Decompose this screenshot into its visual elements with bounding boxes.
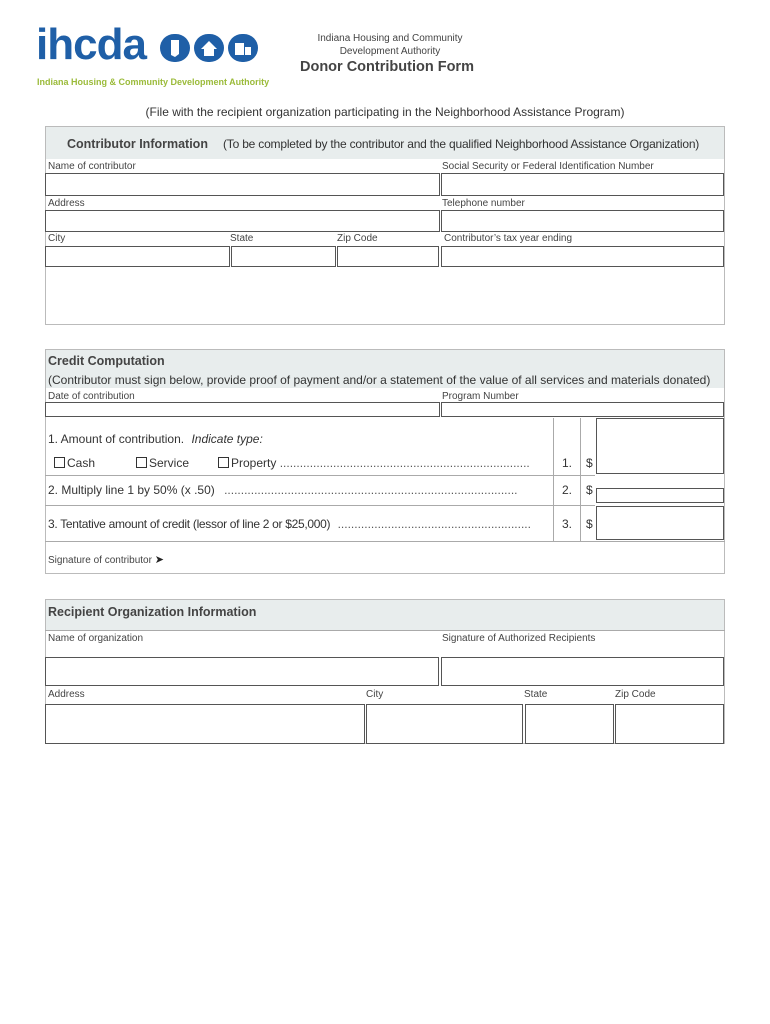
line2-row (48, 483, 517, 497)
tax-year-label: Contributor’s tax year ending (444, 233, 573, 244)
line3-divider (45, 541, 725, 542)
line3-row (48, 517, 531, 531)
date-field[interactable] (45, 402, 440, 417)
line1-label: 1. Amount of contribution. (48, 432, 185, 446)
ssn-label: Social Security or Federal Identification Number (442, 161, 654, 172)
recipient-state-label: State (524, 689, 548, 700)
property-checkbox[interactable] (218, 457, 229, 468)
agency-line-2: Development Authority (339, 46, 441, 57)
credit-note: (Contributor must sign below, provide proof of payment and/or a statement of the value of all services and materials donated) (48, 373, 711, 387)
property-label: Property (231, 456, 277, 470)
arrow-right-icon: ➤ (154, 554, 164, 566)
line1-label-row (48, 432, 263, 446)
line2-currency: $ (586, 483, 593, 497)
recipient-address-label: Address (48, 689, 85, 700)
line1-leader: ........................................................................... (279, 456, 530, 470)
line3-currency: $ (586, 517, 593, 531)
line3-number: 3. (562, 517, 573, 531)
type-property[interactable] (218, 456, 530, 470)
house-icon (194, 34, 224, 62)
credit-title: Credit Computation (48, 354, 165, 368)
tax-year-field[interactable] (441, 246, 724, 267)
cash-checkbox[interactable] (54, 457, 65, 468)
num-column-divider-right (580, 418, 581, 541)
line3-label: 3. Tentative amount of credit (lessor of line 2 or $25,000) (48, 517, 331, 531)
phone-label: Telephone number (442, 198, 525, 209)
cash-label: Cash (67, 456, 96, 470)
type-service[interactable] (136, 456, 189, 470)
line2-label: 2. Multiply line 1 by 50% (x .50) (48, 483, 215, 497)
city-field[interactable] (45, 246, 230, 267)
line2-number: 2. (562, 483, 573, 497)
line1-currency: $ (586, 456, 593, 470)
state-field[interactable] (231, 246, 336, 267)
program-label: Program Number (442, 391, 519, 402)
logo-text: ihcda (36, 20, 146, 69)
signature-label: Signature of contributor (48, 555, 152, 566)
logo (36, 20, 276, 92)
recipient-zip-field[interactable] (615, 704, 724, 744)
org-name-field[interactable] (45, 657, 439, 686)
type-cash[interactable] (54, 456, 95, 470)
authorized-signature-field[interactable] (441, 657, 724, 686)
line3-amount-field[interactable] (596, 506, 724, 540)
ssn-field[interactable] (441, 173, 724, 196)
line1-divider (45, 475, 595, 476)
phone-field[interactable] (441, 210, 724, 232)
zip-field[interactable] (337, 246, 439, 267)
community-icon (228, 34, 258, 62)
agency-line-1: Indiana Housing and Community (317, 33, 463, 44)
logo-tagline: Indiana Housing & Community Development Authority (37, 77, 270, 87)
recipient-zip-label: Zip Code (615, 689, 656, 700)
contributor-title: Contributor Information (67, 137, 208, 151)
line1-number: 1. (562, 456, 573, 470)
state-label: State (230, 233, 254, 244)
service-checkbox[interactable] (136, 457, 147, 468)
date-label: Date of contribution (48, 391, 135, 402)
num-column-divider-left (553, 418, 554, 541)
form-subtitle: (File with the recipient organization participating in the Neighborhood Assistance Program) (145, 105, 625, 119)
recipient-title: Recipient Organization Information (48, 605, 257, 619)
contributor-name-label: Name of contributor (48, 161, 136, 172)
agency-name (300, 32, 480, 58)
program-field[interactable] (441, 402, 724, 417)
indiana-state-icon (160, 34, 190, 62)
line2-divider (45, 505, 595, 506)
line3-leader: .......................................................... (337, 517, 531, 531)
recipient-city-field[interactable] (366, 704, 523, 744)
contributor-name-field[interactable] (45, 173, 440, 196)
city-label: City (48, 233, 66, 244)
zip-label: Zip Code (337, 233, 378, 244)
authorized-signature-label: Signature of Authorized Recipients (442, 633, 596, 644)
org-name-label: Name of organization (48, 633, 144, 644)
recipient-city-label: City (366, 689, 384, 700)
line1-amount-field[interactable] (596, 418, 724, 474)
recipient-address-field[interactable] (45, 704, 365, 744)
address-label: Address (48, 198, 85, 209)
service-label: Service (149, 456, 190, 470)
form-title: Donor Contribution Form (300, 59, 474, 75)
contributor-signature[interactable] (48, 553, 164, 566)
address-field[interactable] (45, 210, 440, 232)
line2-amount-field[interactable] (596, 488, 724, 503)
recipient-header-divider (45, 630, 725, 631)
line1-indicate: Indicate type: (191, 432, 263, 446)
line2-leader: ........................................................................................ (224, 483, 518, 497)
recipient-state-field[interactable] (525, 704, 614, 744)
contributor-note: (To be completed by the contributor and the qualified Neighborhood Assistance Organization) (223, 137, 700, 151)
